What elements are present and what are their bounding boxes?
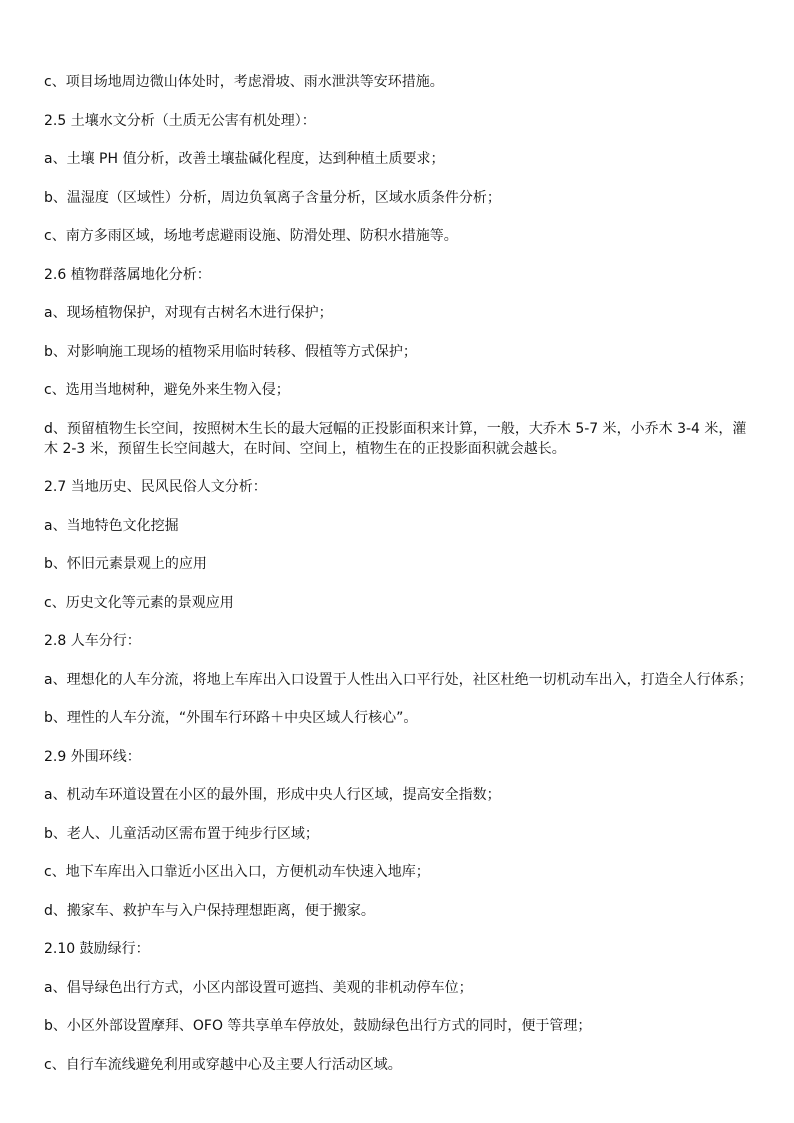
section-heading: 2.7 当地历史、民风民俗人文分析： xyxy=(44,479,267,495)
section-heading: 2.8 人车分行： xyxy=(44,633,141,649)
paragraph: b、老人、儿童活动区需布置于纯步行区域； xyxy=(44,825,319,842)
paragraph: a、倡导绿色出行方式，小区内部设置可遮挡、美观的非机动停车位； xyxy=(44,979,473,996)
section-heading: 2.10 鼓励绿行： xyxy=(44,941,150,957)
paragraph: a、土壤 PH 值分析，改善土壤盐碱化程度，达到种植土质要求； xyxy=(44,151,445,167)
paragraph: b、温湿度（区域性）分析，周边负氧离子含量分析，区域水质条件分析； xyxy=(44,189,501,206)
paragraph: c、南方多雨区域，场地考虑避雨设施、防滑处理、防积水措施等。 xyxy=(44,228,458,244)
paragraph: d、搬家车、救护车与入户保持理想距离，便于搬家。 xyxy=(44,902,375,919)
paragraph: b、小区外部设置摩拜、OFO 等共享单车停放处，鼓励绿色出行方式的同时，便于管理； xyxy=(44,1018,592,1034)
paragraph: b、理性的人车分流，“外围车行环路＋中央区域人行核心”。 xyxy=(44,710,418,726)
section-heading: 2.6 植物群落属地化分析： xyxy=(44,266,211,283)
paragraph: c、历史文化等元素的景观应用 xyxy=(44,594,234,611)
paragraph: c、项目场地周边微山体处时，考虑滑坡、雨水泄洪等安环措施。 xyxy=(44,74,444,90)
paragraph: c、地下车库出入口靠近小区出入口，方便机动车快速入地库； xyxy=(44,864,430,880)
section-heading: 2.9 外围环线： xyxy=(44,748,141,765)
paragraph: c、选用当地树种，避免外来生物入侵； xyxy=(44,382,290,398)
paragraph: c、自行车流线避免利用或穿越中心及主要人行活动区域。 xyxy=(44,1056,402,1073)
paragraph: b、怀旧元素景观上的应用 xyxy=(44,556,207,572)
paragraph: b、对影响施工现场的植物采用临时转移、假植等方式保护； xyxy=(44,343,417,360)
paragraph: a、现场植物保护，对现有古树名木进行保护； xyxy=(44,305,333,321)
paragraph: a、理想化的人车分流，将地上车库出入口设置于人性出入口平行处，社区杜绝一切机动车出入，打造全人行体系； xyxy=(44,671,753,688)
section-heading: 2.5 土壤水文分析（土质无公害有机处理）： xyxy=(44,112,316,129)
paragraph: a、机动车环道设置在小区的最外围，形成中央人行区域，提高安全指数； xyxy=(44,787,501,803)
paragraph: d、预留植物生长空间，按照树木生长的最大冠幅的正投影面积来计算，一般，大乔木 5-7 米，小乔木 3-4 米，灌木 2-3 米，预留生长空间越大，在时间、空间上，植物生在的正投影面积就会越长。 xyxy=(44,420,747,457)
paragraph: a、当地特色文化挖掘 xyxy=(44,517,179,534)
document-body xyxy=(44,72,756,1075)
